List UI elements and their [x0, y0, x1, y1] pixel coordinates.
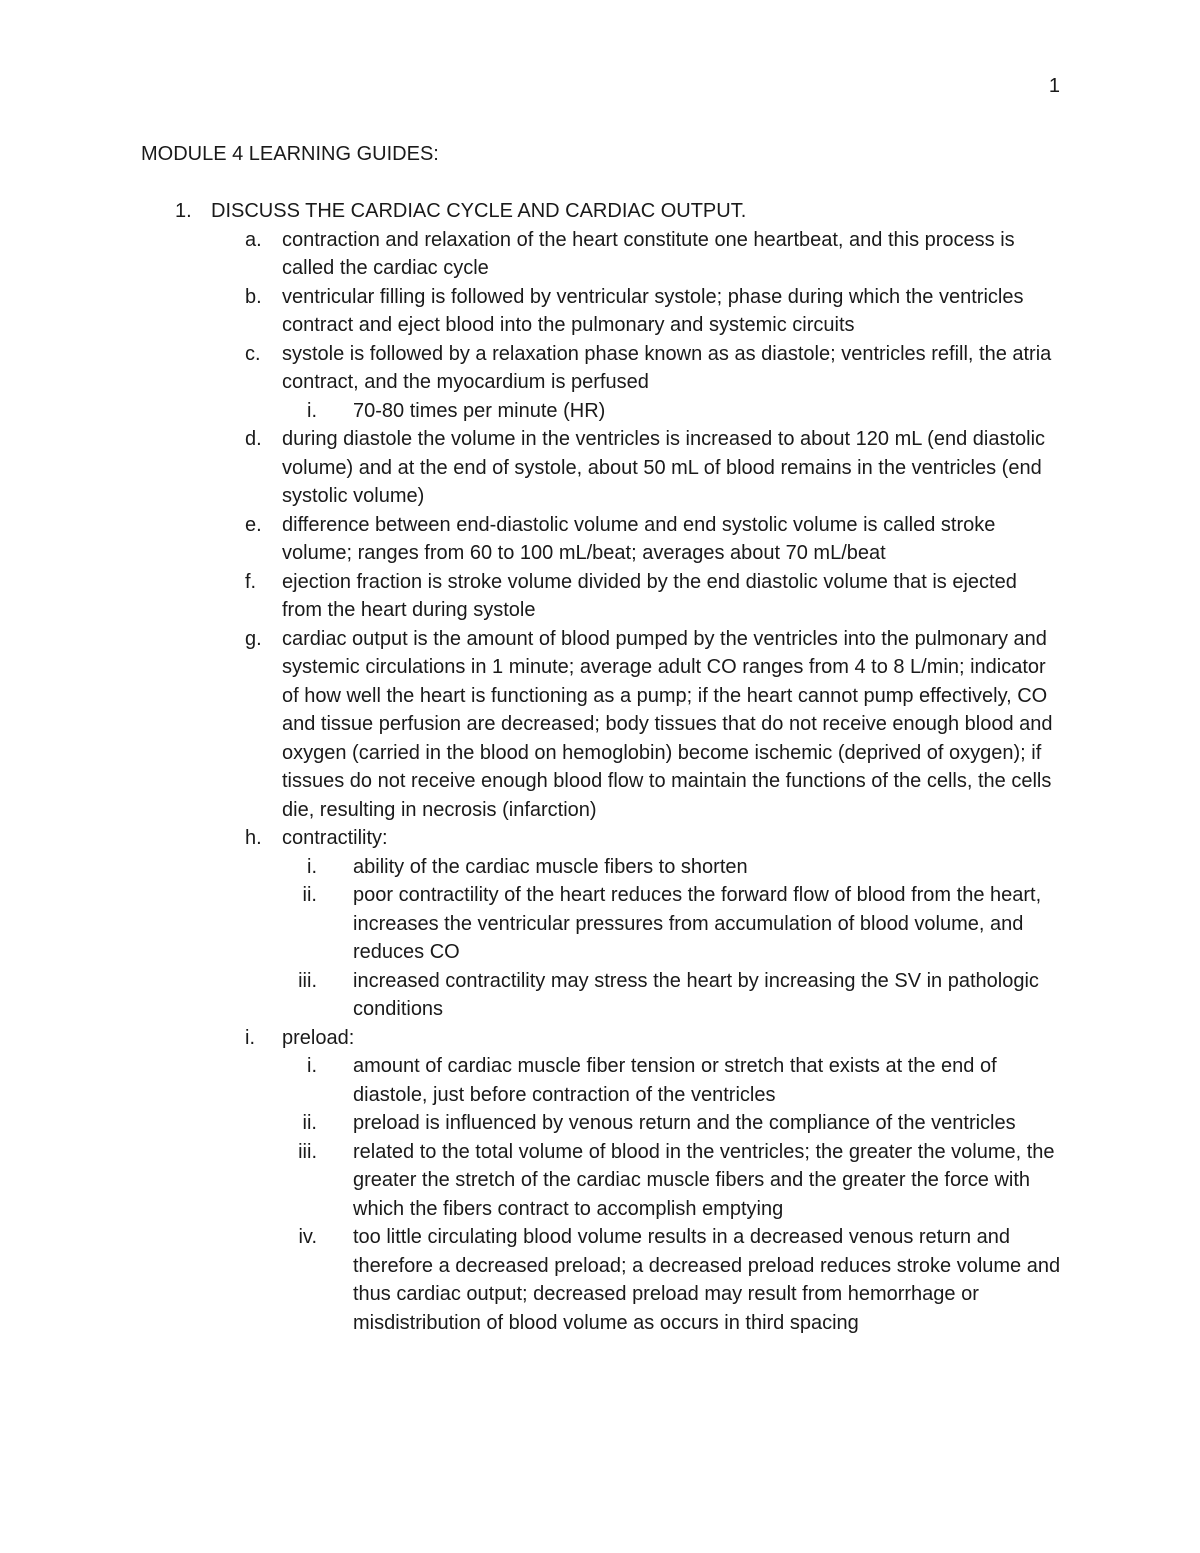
page-number: 1 — [1048, 75, 1060, 97]
list-marker: ii. — [302, 884, 317, 906]
list-item-text: during diastole the volume in the ventricles is increased to about 120 mL (end diastolic volume) and at the end of systole, about 50 mL of blood remains in the ventricles (end systolic volume) — [282, 428, 1046, 507]
section-1 — [141, 197, 1061, 1337]
list-marker: i. — [245, 1026, 255, 1049]
list-marker: iv. — [298, 1226, 317, 1248]
list-item-text: difference between end-diastolic volume and end systolic volume is called stroke volume; ranges from 60 to 100 mL/beat; averages about 70 mL/beat — [282, 513, 996, 564]
list-item-h — [141, 824, 1061, 853]
list-marker: h. — [245, 827, 262, 849]
list-subitem-i-iv — [141, 1223, 1061, 1337]
list-item-text: cardiac output is the amount of blood pumped by the ventricles into the pulmonary and systemic circulations in 1 minute; average adult CO ranges from 4 to 8 L/min; indicator of how well the heart is functioning as a pump; if the heart cannot pump effectively, CO and tissue perfusion are decreased; body tissues that do not receive enough blood and oxygen (carried in the blood on hemoglobin) become ischemic (deprived of oxygen); if tissues do not receive enough blood flow to maintain the functions of the cells, the cells die, resulting in necrosis (infarction) — [282, 627, 1053, 821]
list-item-text: ejection fraction is stroke volume divided by the end diastolic volume that is ejected from the heart during systole — [282, 570, 1017, 621]
list-item-text: increased contractility may stress the heart by increasing the SV in pathologic conditions — [353, 969, 1039, 1020]
list-item-g — [141, 625, 1061, 825]
list-marker: c. — [245, 342, 261, 365]
list-item-text: ability of the cardiac muscle fibers to shorten — [353, 855, 748, 878]
list-subitem-i-i — [141, 1052, 1061, 1109]
list-marker: a. — [245, 228, 262, 251]
list-item-f — [141, 568, 1061, 625]
list-marker: iii. — [298, 1140, 317, 1163]
list-subitem-i-iii — [141, 1138, 1061, 1224]
list-item-text: 70-80 times per minute (HR) — [353, 399, 606, 422]
list-item-text: preload is influenced by venous return and the compliance of the ventricles — [353, 1112, 1016, 1134]
list-marker: d. — [245, 428, 262, 450]
list-marker: i. — [307, 1055, 317, 1077]
list-item-c — [141, 340, 1061, 397]
list-subitem-h-iii — [141, 967, 1061, 1024]
list-item-text: poor contractility of the heart reduces the forward flow of blood from the heart, increases the ventricular pressures from accumulation of blood volume, and reduces CO — [353, 884, 1042, 963]
list-marker: b. — [245, 285, 262, 308]
list-item-text: preload: — [282, 1026, 355, 1049]
list-marker: 1. — [175, 200, 192, 222]
list-marker: ii. — [302, 1112, 317, 1134]
list-subitem-h-ii — [141, 881, 1061, 967]
list-item-d — [141, 425, 1061, 511]
list-item-b — [141, 283, 1061, 340]
list-marker: e. — [245, 513, 262, 536]
section-heading — [141, 197, 1061, 226]
page-title: MODULE 4 LEARNING GUIDES: — [141, 143, 439, 165]
list-item-text: too little circulating blood volume results in a decreased venous return and therefore a decreased preload; a decreased preload reduces stroke volume and thus cardiac output; decreased preload may result from hemorrhage or misdistribution of blood volume as occurs in third spacing — [353, 1226, 1061, 1334]
list-marker: g. — [245, 627, 262, 650]
list-subitem-h-i — [141, 853, 1061, 882]
list-item-text: contractility: — [282, 827, 388, 849]
list-marker: i. — [307, 399, 317, 422]
list-item-text: contraction and relaxation of the heart constitute one heartbeat, and this process is called the cardiac cycle — [282, 228, 1015, 279]
list-item-text: related to the total volume of blood in the ventricles; the greater the volume, the greater the stretch of the cardiac muscle fibers and the greater the force with which the fibers contract to accomplish emptying — [353, 1140, 1055, 1220]
section-heading-text: DISCUSS THE CARDIAC CYCLE AND CARDIAC OUTPUT. — [211, 200, 747, 222]
list-item-text: amount of cardiac muscle fiber tension or stretch that exists at the end of diastole, just before contraction of the ventricles — [353, 1055, 997, 1106]
list-item-text: systole is followed by a relaxation phase known as as diastole; ventricles refill, the atria contract, and the myocardium is perfused — [282, 342, 1052, 393]
list-item-text: ventricular filling is followed by ventricular systole; phase during which the ventricles contract and eject blood into the pulmonary and systemic circuits — [282, 285, 1024, 336]
list-subitem-i-ii — [141, 1109, 1061, 1138]
list-marker: f. — [245, 570, 257, 593]
list-subitem-c-i — [141, 397, 1061, 426]
list-item-e — [141, 511, 1061, 568]
list-marker: iii. — [298, 969, 317, 992]
list-marker: i. — [307, 855, 317, 878]
list-item-a — [141, 226, 1061, 283]
list-item-i — [141, 1024, 1061, 1053]
